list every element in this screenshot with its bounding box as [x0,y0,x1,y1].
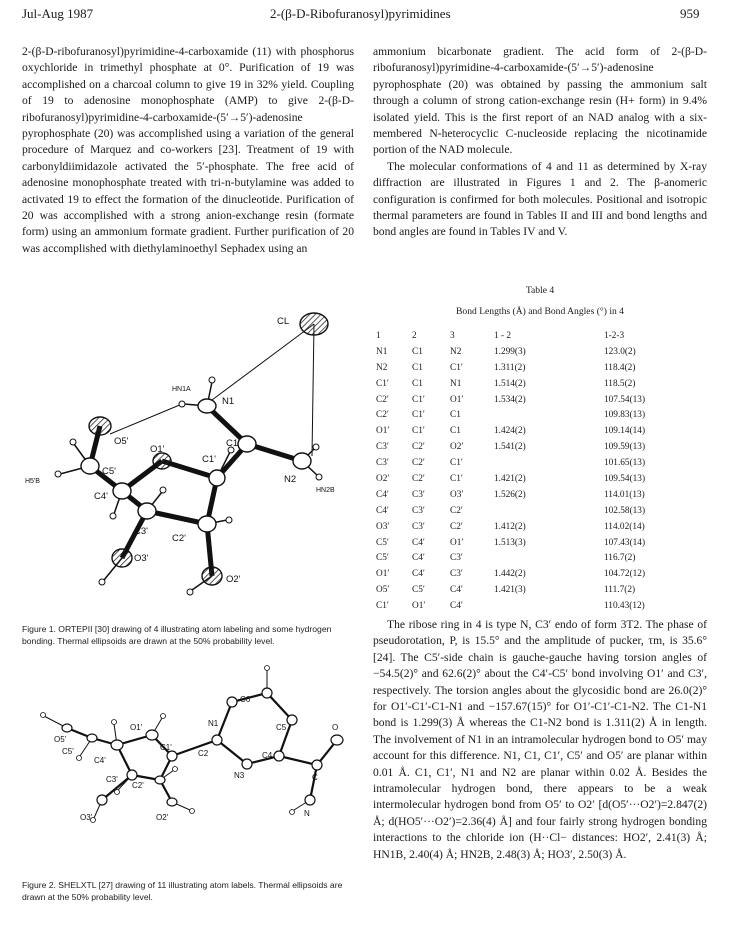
atom-2-cell: C1′ [412,410,425,421]
atom-1-cell: C4′ [376,505,389,516]
bond-angle-cell: 123.0(2) [604,346,636,357]
right-column-top-text [373,44,707,270]
atom-1-cell: C5′ [376,537,389,548]
table-row [376,455,706,471]
atom-label-n1: N1 [222,396,235,407]
atom-2-cell: C3′ [412,489,425,500]
bond-angle-cell: 109.59(13) [604,442,646,453]
atom-label-o3: O3' [80,813,93,822]
atom-label-c: C [312,773,318,782]
atom-1-cell: C2′ [376,394,389,405]
atom-3-cell: N1 [450,378,462,389]
atom-label-n2: N2 [284,474,297,485]
header-atom-1: 1 [376,330,381,341]
atom-3-cell: C1 [450,410,461,421]
bond-length-cell [494,598,604,614]
atom-2-cell: C3′ [412,505,425,516]
running-head-title: 2-(β-D-Ribofuranosyl)pyrimidines [270,6,451,21]
table-row [376,360,706,376]
body-paragraph: ammonium bicarbonate gradient. The acid form of 2-(β-D-ribofuranosyl)pyrimidine-4-carboxamide-(5′→5′)-adenosine pyrophosphate (20) was obtained by passing the ammonium salt through a column of strong cation-exchange resin (H+ form) in 9.4% isolated yield. This is the first report of an NAD analog with a six-membered N-heterocyclic C-nucleoside replacing the nicotinamide portion of the NAD molecule. [373,45,707,157]
atom-2-cell: C1′ [412,426,425,437]
atom-label-c1: C1 [226,438,239,449]
bond-angle-cell: 118.4(2) [604,362,636,373]
atom-1-cell: O1′ [376,569,390,580]
atom-3-cell: C4′ [450,601,463,612]
table-row [376,376,706,392]
atom-label-o2: O2' [156,813,169,822]
bond-angle-cell: 109.83(13) [604,410,646,421]
atom-label-c6: C6 [240,695,251,704]
bond-length-cell [494,407,604,423]
bond-angle-cell: 107.43(14) [604,537,646,548]
table-row [376,487,706,503]
table-row [376,550,706,566]
atom-label-n3: N3 [234,771,245,780]
atom-1-cell: C3′ [376,442,389,453]
bond-angle-cell: 114.02(14) [604,521,645,532]
atom-3-cell: C1′ [450,473,463,484]
table-subtitle: Bond Lengths (Å) and Bond Angles (°) in 4 [456,306,624,317]
bond-angle-cell: 116.7(2) [604,553,636,564]
bond-angle-cell: 107.54(13) [604,394,646,405]
atom-2-cell: C1 [412,378,423,389]
atom-label-o: O [332,723,339,732]
atom-label-o1: O1' [130,723,143,732]
atom-2-cell: C2′ [412,473,425,484]
atom-1-cell: C2′ [376,410,389,421]
bond-length-cell: 1.442(2) [494,569,526,580]
atom-label-hn1a: HN1A [172,386,191,393]
table-row [376,471,706,487]
atom-1-cell: C3′ [376,458,389,469]
atom-1-cell: C1′ [376,378,389,389]
bond-angle-cell: 104.72(12) [604,569,646,580]
table-row [376,582,706,598]
atom-3-cell: C1′ [450,362,463,373]
atom-label-c2-ring: C2 [198,749,209,758]
bond-angle-cell: 118.5(2) [604,378,636,389]
bond-length-cell: 1.412(2) [494,521,526,532]
atom-3-cell: C1′ [450,458,463,469]
atom-label-c5: C5' [62,747,74,756]
atom-label-c1: C1' [160,743,172,752]
atom-2-cell: C4′ [412,537,425,548]
atom-label-c3: C3' [106,775,118,784]
page-number: 959 [680,6,700,21]
bond-length-cell: 1.311(2) [494,362,526,373]
bond-length-cell: 1.541(2) [494,442,526,453]
atom-label-hn2b: HN2B [316,487,335,494]
atom-3-cell: O1′ [450,394,464,405]
table-row [376,439,706,455]
atom-label-c2: C2' [172,533,186,544]
bond-length-cell: 1.421(3) [494,585,526,596]
figure-1-ortep-drawing [22,296,358,618]
right-column-bottom-text [373,617,707,933]
atom-label-h5b: H5'B [25,478,40,485]
atom-label-o3: O3' [134,553,149,564]
atom-2-cell: O1′ [412,601,426,612]
bond-angle-cell: 110.43(12) [604,601,645,612]
atom-2-cell: C5′ [412,585,425,596]
atom-label-c2: C2' [132,781,144,790]
atom-3-cell: C2′ [450,521,463,532]
atom-3-cell: O1′ [450,537,464,548]
bond-length-cell: 1.526(2) [494,489,526,500]
atom-3-cell: C4′ [450,585,463,596]
table-row [376,407,706,423]
atom-label-c4: C4' [94,491,108,502]
atom-1-cell: C1′ [376,601,389,612]
bond-angle-cell: 109.54(13) [604,473,646,484]
atom-2-cell: C1 [412,362,423,373]
atom-2-cell: C3′ [412,521,425,532]
atom-2-cell: C2′ [412,458,425,469]
header-bond-length: 1 - 2 [494,330,512,341]
atom-label-n: N [304,809,310,818]
bond-angle-cell: 102.58(13) [604,505,646,516]
table-row [376,423,706,439]
table-header-row [376,328,706,344]
bond-length-cell [494,455,604,471]
bond-angle-cell: 101.65(13) [604,458,646,469]
atom-3-cell: C3′ [450,553,463,564]
figure-2-shelxtl-drawing [22,660,358,876]
header-bond-angle: 1-2-3 [604,330,625,341]
atom-1-cell: C5′ [376,553,389,564]
bond-length-cell [494,550,604,566]
table-row [376,519,706,535]
atom-1-cell: N1 [376,346,388,357]
atom-label-n1: N1 [208,719,219,728]
atom-1-cell: N2 [376,362,388,373]
table-row [376,598,706,614]
atom-3-cell: C2′ [450,505,463,516]
atom-label-c4: C4' [94,756,106,765]
header-atom-3: 3 [450,330,455,341]
atom-2-cell: C1′ [412,394,425,405]
atom-1-cell: O5′ [376,585,390,596]
bond-length-cell: 1.534(2) [494,394,526,405]
table-row [376,392,706,408]
bond-angle-cell: 109.14(14) [604,426,646,437]
atom-1-cell: O2′ [376,473,390,484]
atom-label-c5: C5' [102,466,116,477]
bond-angle-cell: 111.7(2) [604,585,636,596]
bond-length-cell: 1.513(3) [494,537,526,548]
atom-3-cell: N2 [450,346,462,357]
figure-1-caption: Figure 1. ORTEPII [30] drawing of 4 illustrating atom labeling and some hydrogen bonding. Thermal ellipsoids are drawn at the 50% probability level. [22,624,332,646]
bond-length-cell: 1.299(3) [494,346,526,357]
atom-label-c3: C3' [134,526,148,537]
atom-2-cell: C4′ [412,553,425,564]
bond-length-cell: 1.421(2) [494,473,526,484]
atom-label-o2: O2' [226,574,241,585]
atom-3-cell: O2′ [450,442,464,453]
bond-angle-cell: 114.01(13) [604,489,645,500]
atom-3-cell: O3′ [450,489,464,500]
body-paragraph: 2-(β-D-ribofuranosyl)pyrimidine-4-carboxamide (11) with phosphorus oxychloride in trimethyl phosphate at 0°. Purification of 19 was accomplished on a charcoal column to give 19 in 32% yield. Coupling of 19 to adenosine monophosphate (AMP) to give 2-(β-D-ribofuranosyl)pyrimidine-4-carboxamide-(5′→5′)-adenosine pyrophosphate (20) was accomplished using a variation of the general procedure of Marquez and co-workers [23]. Treatment of 19 with carbonyldiimidazole activated the 5′-phosphate. The free acid of adenosine monophosphate treated with tri-n-butylamine was added to activated 19 to effect the formation of the dinucleotide. Purification of 20 was accomplished with a strong anion-exchange resin (formate form) using an ammonium formate gradient. Further purification of 20 was accomplished with diethylaminoethyl Sephadex using an [22,45,354,255]
table-row [376,535,706,551]
table-title: Table 4 [525,285,555,296]
atom-1-cell: O1′ [376,426,390,437]
atom-label-cl: CL [277,316,290,327]
table-row [376,344,706,360]
atom-2-cell: C4′ [412,569,425,580]
atom-label-o5: O5' [54,735,67,744]
bond-table [376,328,706,614]
bond-length-cell: 1.424(2) [494,426,526,437]
figure-2-caption: Figure 2. SHELXTL [27] drawing of 11 illustrating atom labels. Thermal ellipsoids are drawn at the 50% probability level. [22,880,343,902]
atom-label-c5-ring: C5 [276,723,287,732]
atom-1-cell: O3′ [376,521,390,532]
running-head-journal-date: Jul-Aug 1987 [22,6,94,21]
atom-1-cell: C4′ [376,489,389,500]
atom-label-o1: O1' [150,444,165,455]
atom-label-c1p: C1' [202,454,216,465]
atom-2-cell: C2′ [412,442,425,453]
atom-label-c4-ring: C4 [262,751,273,760]
table-row [376,503,706,519]
body-paragraph: The ribose ring in 4 is type N, C3′ endo of form 3T2. The phase of pseudorotation, P, is 15.5° and the amplitude of pucker, τm, is 35.6° [24]. The C5′-side chain is gauche-gauche having torsion angles of −54.5(2)° and 62.6(2)° about the C4′-C5′ bond involving O1′ and C3′, respectively. The torsion angles about the glycosidic bond are 26.0(2)° for O1′-C1′-C1-N1 and −157.67(15)° for O1′-C1′-C1-N2. The C1-N1 bond is 1.299(3) Å whereas the C1-N2 bond is 1.311(2) Å in length. The involvement of N1 in an intramolecular hydrogen bond to O5′ may account for this difference. N1, C1, C1′, C5′ and O5′ are planar within 0.01 Å. C1, C1′, N1 and N2 are planar within 0.02 Å. Besides the intramolecular hydrogen bond, there appears to be a weak intermolecular hydrogen bond from O5′ to O2′ [d(O5′···O2′)=2.847(2) Å; d(HO5′···O2′)=2.36(4) Å] and four fairly strong hydrogen bonding interactions to the chloride ion (H··Cl− distances: HO2′, 2.41(3) Å; HN1B, 2.40(4) Å; HN2B, 2.48(3) Å; HO3′, 2.50(3) Å. [373,618,707,861]
atom-label-o5: O5' [114,436,129,447]
bond-length-cell [494,503,604,519]
atom-2-cell: C1 [412,346,423,357]
header-atom-2: 2 [412,330,417,341]
bond-length-cell: 1.514(2) [494,378,526,389]
body-paragraph: The molecular conformations of 4 and 11 as determined by X-ray diffraction are illustrated in Figures 1 and 2. The β-anomeric configuration is confirmed for both molecules. Positional and isotropic thermal parameters are found in Tables II and III and bond lengths and bond angles are found in Tables IV and V. [373,159,707,239]
table-row [376,566,706,582]
left-column-text [22,44,354,312]
atom-3-cell: C1 [450,426,461,437]
atom-3-cell: C3′ [450,569,463,580]
